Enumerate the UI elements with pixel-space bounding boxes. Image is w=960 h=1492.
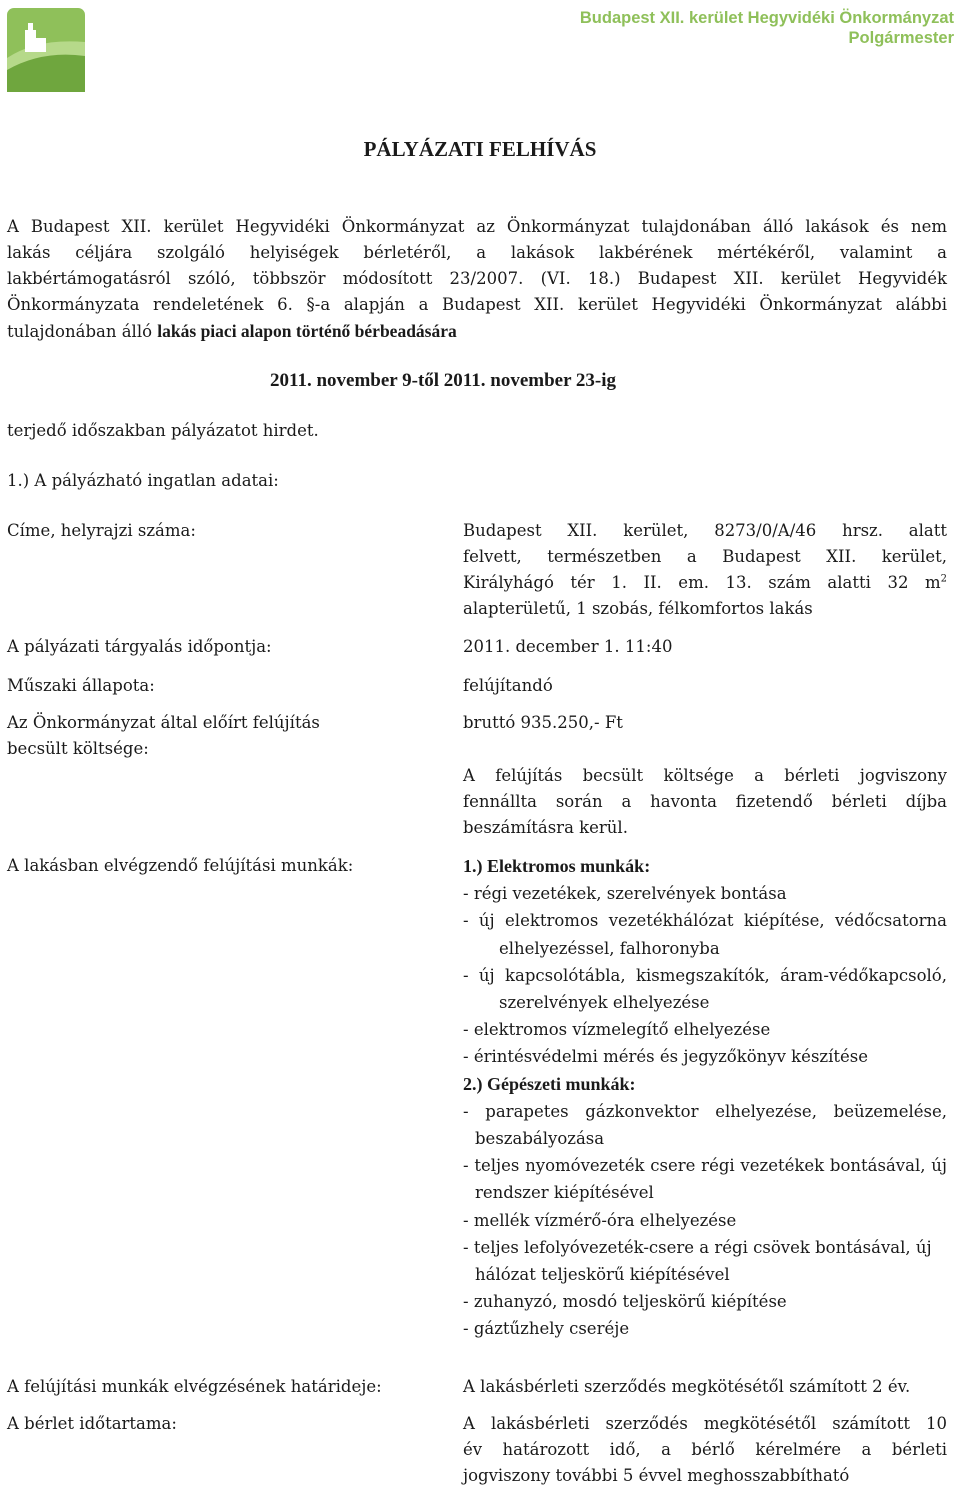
address-line-area: [463, 570, 947, 596]
application-period: 2011. november 9-től 2011. november 23-ig: [270, 370, 617, 391]
electrical-heading: 1.) Elektromos munkák:: [463, 856, 651, 876]
electrical-item: - új kapcsolótábla, kismegszakítók, áram-védőkapcsoló, szerelvények elhelyezése: [463, 965, 947, 1013]
address-line: Királyhágó tér 1. II. em. 13. szám alatti 32 m: [463, 573, 941, 592]
hearing-value: 2011. december 1. 11:40: [463, 637, 673, 656]
works-list: [463, 853, 947, 1343]
mechanical-heading: 2.) Gépészeti munkák:: [463, 1073, 636, 1094]
cost-note-line: fennállta során a havonta fizetendő bérleti díjba: [463, 792, 947, 811]
area-unit-superscript: 2: [940, 573, 947, 585]
period-suffix: terjedő időszakban pályázatot hirdet.: [7, 421, 319, 440]
mechanical-item: - mellék vízmérő-óra elhelyezése: [463, 1210, 737, 1230]
page-title: PÁLYÁZATI FELHÍVÁS: [363, 137, 597, 161]
electrical-item: - új elektromos vezetékhálózat kiépítése, védőcsatorna elhelyezéssel, falhoronyba: [463, 911, 947, 958]
lease-line: év határozott idő, a bérlő kérelmére a bérleti: [463, 1440, 947, 1459]
hearing-label: A pályázati tárgyalás időpontja:: [7, 637, 272, 656]
lease-label: A bérlet időtartama:: [7, 1414, 177, 1433]
works-label: A lakásban elvégzendő felújítási munkák:: [7, 856, 354, 875]
header-mayor: Polgármester: [848, 29, 954, 47]
mechanical-item: - gáztűzhely cseréje: [463, 1319, 630, 1339]
header: [580, 8, 954, 48]
electrical-item: - elektromos vízmelegítő elhelyezése: [463, 1020, 771, 1040]
intro-line: Önkormányzata rendeletének 6. §-a alapján a Budapest XII. kerület Hegyvidéki Önkormányzat alábbi: [7, 295, 947, 314]
mechanical-item: - teljes lefolyóvezeték-csere a régi csövek bontásával, új hálózat teljeskörű kiépítésével: [463, 1237, 932, 1285]
address-label: Címe, helyrajzi száma:: [7, 521, 196, 540]
intro-line: A Budapest XII. kerület Hegyvidéki Önkormányzat az Önkormányzat tulajdonában álló lakások és nem: [7, 217, 947, 236]
section-heading: 1.) A pályázható ingatlan adatai:: [7, 471, 279, 490]
address-line: felvett, természetben a Budapest XII. kerület,: [463, 547, 947, 566]
address-value: [463, 518, 947, 622]
cost-label-line: Az Önkormányzat által előírt felújítás: [7, 713, 320, 732]
address-line: alapterületű, 1 szobás, félkomfortos lakás: [463, 599, 813, 618]
deadline-label: A felújítási munkák elvégzésének határideje:: [7, 1377, 382, 1396]
address-line: Budapest XII. kerület, 8273/0/A/46 hrsz. alatt: [463, 521, 947, 540]
electrical-item: - régi vezetékek, szerelvények bontása: [463, 884, 787, 904]
header-municipality: Budapest XII. kerület Hegyvidéki Önkormányzat: [579, 9, 954, 27]
condition-value: felújítandó: [463, 676, 553, 695]
electrical-item: - érintésvédelmi mérés és jegyzőkönyv készítése: [463, 1047, 869, 1067]
intro-emphasis: lakás piaci alapon történő bérbeadására: [157, 321, 457, 341]
intro-line: lakbértámogatásról szóló, többször módosított 23/2007. (VI. 18.) Budapest XII. kerület Hegyvidék: [7, 269, 947, 288]
deadline-value: A lakásbérleti szerződés megkötésétől számított 2 év.: [463, 1377, 911, 1396]
lease-line: jogviszony további 5 évvel meghosszabbítható: [463, 1466, 850, 1485]
cost-note-line: beszámításra kerül.: [463, 818, 628, 837]
mechanical-item: - parapetes gázkonvektor elhelyezése, beüzemelése, beszabályozása: [463, 1101, 947, 1149]
municipality-logo: [7, 8, 85, 92]
cost-note: [463, 763, 947, 841]
mechanical-item: - teljes nyomóvezeték csere régi vezetékek bontásával, új rendszer kiépítésével: [463, 1156, 947, 1203]
cost-label-line: becsült költsége:: [7, 739, 149, 758]
cost-label: [7, 710, 320, 762]
condition-label: Műszaki állapota:: [7, 676, 155, 695]
intro-line-last: [7, 318, 947, 345]
intro-prefix: tulajdonában álló: [7, 322, 158, 341]
lease-line: A lakásbérleti szerződés megkötésétől számított 10: [463, 1414, 947, 1433]
intro-paragraph: [7, 214, 947, 345]
mechanical-item: - zuhanyzó, mosdó teljeskörű kiépítése: [463, 1292, 787, 1312]
cost-value: bruttó 935.250,- Ft: [463, 713, 623, 732]
intro-line: lakás céljára szolgáló helyiségek bérletéről, a lakások lakbérének mértékéről, valamint a: [7, 243, 947, 262]
lease-value: [463, 1411, 947, 1489]
cost-note-line: A felújítás becsült költsége a bérleti jogviszony: [463, 766, 947, 785]
